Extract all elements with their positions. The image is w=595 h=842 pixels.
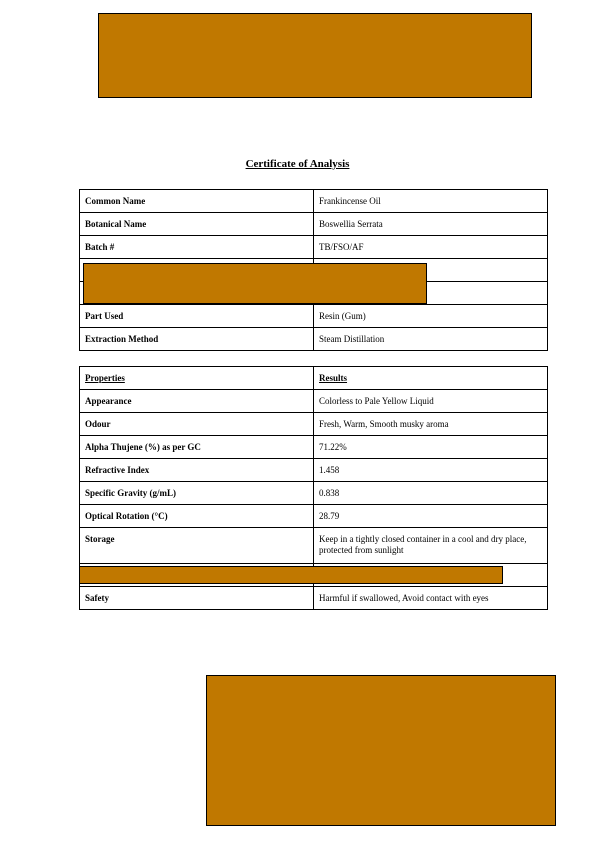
table-row	[80, 328, 548, 351]
table-row	[80, 459, 548, 482]
row-label: Part Used	[80, 305, 314, 328]
row-value: Fresh, Warm, Smooth musky aroma	[314, 413, 548, 436]
row-label: Optical Rotation (°C)	[80, 505, 314, 528]
row-label: Batch #	[80, 236, 314, 259]
table-row	[80, 190, 548, 213]
redacted-property-row	[79, 566, 503, 584]
table-row	[80, 305, 548, 328]
row-value: 1.458	[314, 459, 548, 482]
table-row	[80, 213, 548, 236]
row-label: Extraction Method	[80, 328, 314, 351]
row-label: Safety	[80, 587, 314, 610]
redacted-info-rows	[83, 263, 427, 304]
row-label: Odour	[80, 413, 314, 436]
row-value: Harmful if swallowed, Avoid contact with eyes	[314, 587, 548, 610]
redacted-footer-block	[206, 675, 556, 826]
properties-header: Properties	[80, 367, 314, 390]
table-row	[80, 505, 548, 528]
table-row	[80, 587, 548, 610]
row-value: Resin (Gum)	[313, 305, 547, 328]
row-label: Refractive Index	[80, 459, 314, 482]
table-row	[80, 528, 548, 564]
table-row	[80, 390, 548, 413]
row-value: Boswellia Serrata	[313, 213, 547, 236]
row-label: Appearance	[80, 390, 314, 413]
row-label: Specific Gravity (g/mL)	[80, 482, 314, 505]
row-value: 71.22%	[314, 436, 548, 459]
table-row	[80, 436, 548, 459]
results-header: Results	[314, 367, 548, 390]
redacted-header-block	[98, 13, 532, 98]
table-row	[80, 413, 548, 436]
row-value: Frankincense Oil	[313, 190, 547, 213]
row-value: TB/FSO/AF	[313, 236, 547, 259]
table-row	[80, 236, 548, 259]
row-value: Colorless to Pale Yellow Liquid	[314, 390, 548, 413]
table-row	[80, 482, 548, 505]
row-label: Common Name	[80, 190, 314, 213]
page-title: Certificate of Analysis	[245, 158, 350, 170]
row-value: 0.838	[314, 482, 548, 505]
row-label: Botanical Name	[80, 213, 314, 236]
row-value: Keep in a tightly closed container in a cool and dry place, protected from sunlight	[314, 528, 548, 564]
row-label: Storage	[80, 528, 314, 564]
table-header-row	[80, 367, 548, 390]
row-value: Steam Distillation	[313, 328, 547, 351]
row-label: Alpha Thujene (%) as per GC	[80, 436, 314, 459]
row-value: 28.79	[314, 505, 548, 528]
